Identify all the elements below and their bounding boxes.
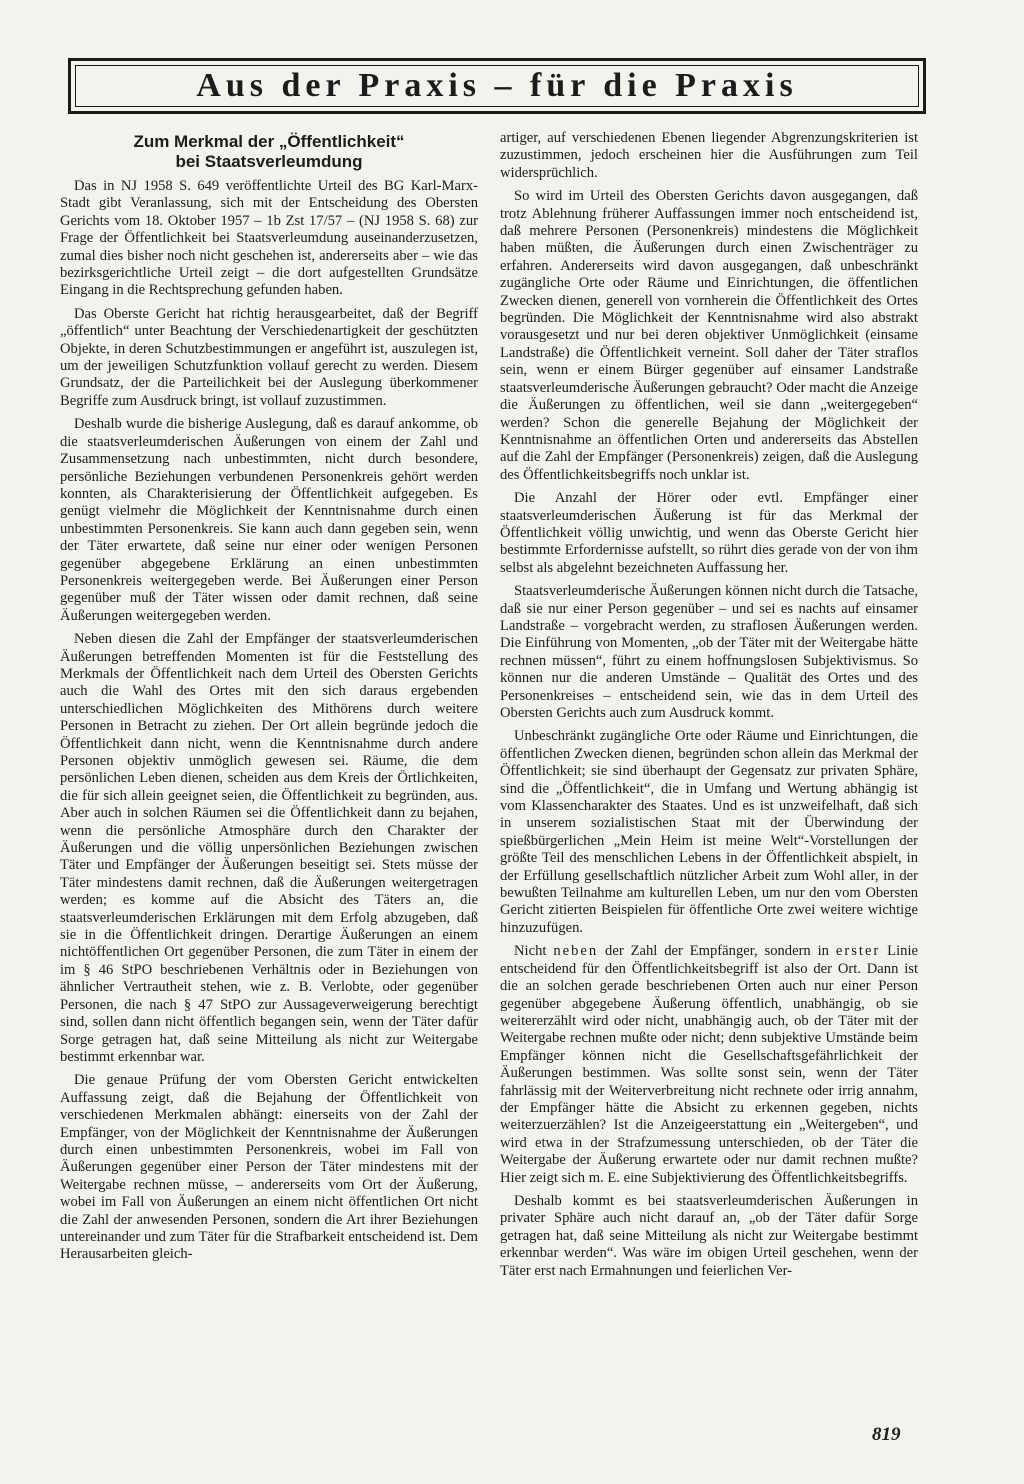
paragraph: Das Oberste Gericht hat richtig herausgearbeitet, daß der Begriff „öffentlich“ unter Beachtung der Verschiedenartigkeit der geschützten Objekte, in deren Schutzbestimmungen er angeführt ist, auszulegen ist, um der jeweiligen Schutzfunktion vollauf gerecht zu werden. Diesem Grundsatz, der die Parteilichkeit bei der Auslegung überkommener Begriffe zum Ausdruck bringt, ist vollauf zuzustimmen.: [60, 305, 478, 409]
page-number: 819: [872, 1424, 901, 1445]
emphasis-erster: erster: [835, 943, 881, 960]
paragraph: Unbeschränkt zugängliche Orte oder Räume und Einrichtungen, die öffentlichen Zwecken dienen, begründen schon allein das Merkmal der Öffentlichkeit; sie sind überhaupt der Gegensatz zur privaten Sphäre, sind die „Öffentlichkeit“, die in Umfang und Wertung abhängig ist vom Klassencharakter des Staates. Und es ist unzweifelhaft, daß sich in unserem sozialistischen Staat mit der Überwindung der spießbürgerlichen „Mein Heim ist meine Welt“-Vorstellungen der größte Teil des menschlichen Lebens in der Öffentlichkeit abspielt, in der Erfüllung gesellschaftlich nützlicher Arbeit zum Wohl aller, in der bewußten Teilnahme am kulturellen Leben, um nur den vom Obersten Gericht zitierten Beispielen für öffentliche Orte zwei weitere wichtige hinzuzufügen.: [500, 728, 918, 936]
paragraph-continued: artiger, auf verschiedenen Ebenen liegender Abgrenzungskriterien ist zuzustimmen, jedoch erscheinen hier die Ausführungen zum Teil widersprüchlich.: [500, 130, 918, 181]
paragraph: Die genaue Prüfung der vom Obersten Gericht entwickelten Auffassung zeigt, daß die Bejahung der Öffentlichkeit von verschiedenen Merkmalen abhängt: einerseits von der Zahl der Empfänger, von der Möglichkeit der Kenntnisnahme der Äußerungen durch einen unbestimmten Personenkreis, wobei im Fall von Äußerungen gegenüber einer Person der Täter mindestens mit der Weitergabe rechnen müsse, – andererseits vom Ort der Äußerung, wobei im Fall von Äußerungen an einem nicht öffentlichen Ort nicht die Zahl der anwesenden Personen, sondern die Art ihrer Beziehungen untereinander und zum Täter für die Strafbarkeit entscheidend ist. Dem Herausarbeiten gleich-: [60, 1072, 478, 1263]
right-column: [500, 130, 918, 1286]
left-column: [60, 132, 478, 1270]
paragraph: [500, 943, 918, 1187]
article-title-line-2: bei Staatsverleumdung: [175, 152, 363, 171]
section-banner: [68, 58, 926, 114]
paragraph: Staatsverleumderische Äußerungen können nicht durch die Tatsache, daß sie nur einer Person gegenüber – und sei es nachts auf einsamer Landstraße – vorgebracht werden, zu straflosen Äußerungen werden. Die Einführung von Momenten, „ob der Täter mit der Weitergabe hätte rechnen müssen“, führt zu einem hoffnungslosen Subjektivismus. So können nur die anderen Umstände – Qualität des Ortes und des Personenkreises – entscheidend sein, wie das in dem Urteil des Obersten Gerichts auch zum Ausdruck kommt.: [500, 583, 918, 721]
section-title: Aus der Praxis – für die Praxis: [196, 67, 798, 104]
paragraph: Neben diesen die Zahl der Empfänger der staatsverleumderischen Äußerungen betreffenden Momenten ist für die Feststellung des Merkmals der Öffentlichkeit nach dem Urteil des Obersten Gerichts auch die Wahl des Ortes mit den sich daraus ergebenden unterschiedlichen Möglichkeiten des Mithörens durch weitere Personen in Betracht zu ziehen. Der Ort allein begründe jedoch die Öffentlichkeit dann nicht, wenn die Kenntnisnahme durch andere Personen objektiv unmöglich gewesen sei. Räume, die dem persönlichen Leben dienen, scheiden aus dem Kreis der Örtlichkeiten, die für sich allein geeignet seien, die Öffentlichkeit zu begründen, aus. Aber auch in solchen Räumen sei die Öffentlichkeit dann zu bejahen, wenn die persönliche Atmosphäre durch den Charakter der Äußerungen und die völlig unpersönlichen Beziehungen zwischen Täter und Empfänger der Äußerungen beseitigt sei. Stets müsse der Täter mindestens damit rechnen, daß die Äußerungen weitergetragen werden; es komme auf die Absicht des Täters an, die staatsverleumderischen Erklärungen mit dem Erfolg abzugeben, daß sie in die Öffentlichkeit dringen. Derartige Äußerungen an einem nichtöffentlichen Ort gegenüber Personen, die zum Täter in einem der im § 46 StPO beschriebenen Verhältnis oder in Beziehungen von ähnlicher Vertrautheit stehen, wie z. B. Verlobte, oder gegenüber Personen, die nach § 47 StPO zur Aussageverweigerung berechtigt sind, sollen dann nicht öffentlich begangen sein, wenn der Täter dafür Sorge getragen hat, daß seine Mitteilung als nicht zur Weitergabe bestimmt erkennbar war.: [60, 631, 478, 1065]
paragraph: Die Anzahl der Hörer oder evtl. Empfänger einer staatsverleumderischen Äußerung ist für das Merkmal der Öffentlichkeit völlig unwichtig, und wenn das Oberste Gericht hier bestimmte Erfordernisse aufstellt, so rührt dies gerade von der von ihm selbst als abgelehnt bezeichneten Auffassung her.: [500, 490, 918, 576]
emphasis-neben: neben: [553, 943, 599, 960]
paragraph-text: Linie entscheidend für den Öffentlichkeitsbegriff ist also der Ort. Dann ist die an solchen gerade beschriebenen Orten auch nur einer Person gegenüber abgegebene Äußerung öffentlich, unabhängig, ob sie weitererzählt wird oder nicht, unabhängig auch, ob der Täter mit der Weitergabe rechnen mußte oder nicht; denn subjektive Umstände beim Empfänger können nicht die Gesellschaftsgefährlichkeit der Äußerungen bestimmen. Was sollte sonst sein, wenn der Täter fahrlässig mit der Weiterverbreitung nicht rechnete oder irrig annahm, der Empfänger hätte die Absicht zu erkennen gegeben, nichts weiterzuerzählen? Ist die Anzeigeerstattung ein „Weitergeben“, und wird etwa in der Strafzumessung unterschieden, ob der Täter die Weitergabe der Äußerung erwartete oder nur damit rechnen mußte? Hier zeigt sich m. E. eine Subjektivierung des Öffentlichkeitsbegriffs.: [500, 943, 918, 1186]
paragraph: Das in NJ 1958 S. 649 veröffentlichte Urteil des BG Karl-Marx-Stadt gibt Veranlassung, sich mit der Entscheidung des Obersten Gerichts vom 18. Oktober 1957 – 1b Zst 17/57 – (NJ 1958 S. 68) zur Frage der Öffentlichkeit bei Staatsverleumdung auseinanderzusetzen, zumal dies bisher noch nicht geschehen ist, andererseits aber – wie das bezirksgerichtliche Urteil zeigt – die dort aufgestellten Grundsätze Eingang in die Rechtsprechung gefunden haben.: [60, 178, 478, 299]
article-title-line-1: Zum Merkmal der „Öffentlichkeit“: [133, 132, 405, 151]
paragraph-text: der Zahl der Empfänger, sondern in: [598, 943, 836, 960]
paragraph: Deshalb kommt es bei staatsverleumderischen Äußerungen in privater Sphäre auch nicht darauf an, „ob der Täter dafür Sorge getragen hat, daß seine Mitteilung als nicht zur Weitergabe bestimmt erkennbar werden“. Was wäre im obigen Urteil geschehen, wenn der Täter erst nach Ermahnungen und feierlichen Ver-: [500, 1192, 918, 1279]
paragraph: So wird im Urteil des Obersten Gerichts davon ausgegangen, daß trotz Ablehnung früherer Auffassungen immer noch entscheidend ist, daß mehrere Personen (Personenkreis) mindestens die Möglichkeit haben müßten, die Äußerungen durch einen Zwischenträger zu erfahren. Andererseits wird davon ausgegangen, daß unbeschränkt zugängliche Orte oder Räume und Einrichtungen, die öffentlichen Zwecken dienen, generell von vornherein die Öffentlichkeit des Ortes begründen. Die Möglichkeit der Kenntnisnahme wird also abstrakt vorausgesetzt und nur bei deren objektiver Unmöglichkeit (einsame Landstraße) die Öffentlichkeit verneint. Soll daher der Täter straflos sein, wenn er einem Bürger gegenüber auf einsamer Landstraße staatsverleumderische Äußerungen gebraucht? Oder macht die Anzeige die Äußerungen zu öffentlichen, weil sie dann „weitergegeben“ werden? Schon die generelle Bejahung der Möglichkeit der Kenntnisnahme an öffentlichen Orten und andererseits das Abstellen auf die Zahl der Empfänger (Personenkreis) zeigen, daß die Auslegung des Öffentlichkeitsbegriffs noch unklar ist.: [500, 188, 918, 483]
paragraph: Deshalb wurde die bisherige Auslegung, daß es darauf ankomme, ob die staatsverleumderischen Äußerungen von einem der Zahl und Zusammensetzung nach unbestimmten, nicht durch besondere, persönliche Beziehungen verbundenen Personenkreis gehört werden konnten, als Charakterisierung der Öffentlichkeit aufgegeben. Es genügt vielmehr die Möglichkeit der Kenntnisnahme durch einen unbestimmten Personenkreis. Sie kann auch dann gegeben sein, wenn der Täter erwartete, daß seine nur einer oder wenigen Personen gegenüber abgegebene Erklärung an einen unbestimmten Personenkreis weitergegeben werde. Bei Äußerungen einer Person gegenüber muß der Täter wissen oder damit rechnen, daß seine Äußerungen weitergegeben werden.: [60, 416, 478, 624]
paragraph-text: Nicht: [514, 943, 554, 960]
article-title: [60, 132, 478, 172]
